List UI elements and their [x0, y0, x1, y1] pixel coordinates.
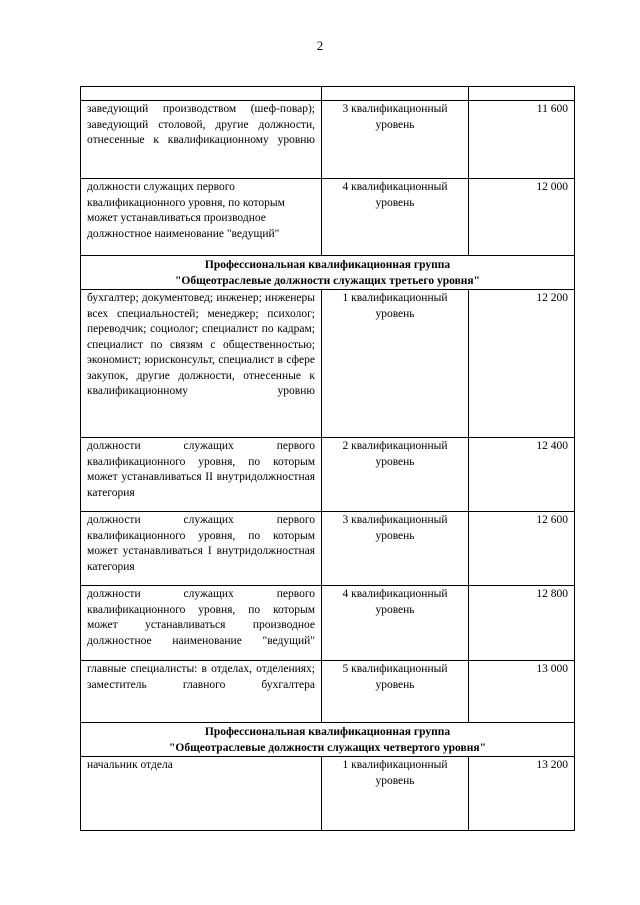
group-header: [81, 723, 575, 757]
group-header-row: [81, 256, 575, 290]
position-text: должности служащих первого квалификационного уровня, по которым может устанавливаться производное должностное наименование "ведущий": [87, 181, 285, 240]
salary-cell: 12 200: [469, 290, 575, 438]
level-cell: [322, 87, 469, 101]
table-row: [81, 661, 575, 723]
group-subtitle: "Общеотраслевые должности служащих третьего уровня": [174, 275, 481, 287]
position-text: заведующий производством (шеф-повар); заведующий столовой, другие должности, отнесенные к квалификационному уровню: [87, 103, 315, 146]
position-text: бухгалтер; документовед; инженер; инженеры всех специальностей; менеджер; психолог; переводчик; социолог; специалист по кадрам; специалист по связям с общественностью; экономист; юрисконсульт, специалист в сфере закупок, другие должности, отнесенные к квалификационному уровню: [87, 292, 315, 397]
position-cell: [81, 290, 322, 438]
salary-cell: 11 600: [469, 101, 575, 179]
salary-cell: [469, 87, 575, 101]
table-row: [81, 438, 575, 512]
position-cell: [81, 101, 322, 179]
level-cell: 5 квалификационный уровень: [322, 661, 469, 723]
level-cell: 4 квалификационный уровень: [322, 586, 469, 661]
position-cell: [81, 438, 322, 512]
table-row-empty: [81, 87, 575, 101]
salary-cell: 12 400: [469, 438, 575, 512]
table-row: [81, 179, 575, 256]
level-cell: 2 квалификационный уровень: [322, 438, 469, 512]
table-row: [81, 290, 575, 438]
position-text: должности служащих первого квалификационного уровня, по которым может устанавливаться производное должностное наименование "ведущий": [87, 588, 315, 647]
group-title: Профессиональная квалификационная группа: [204, 259, 451, 271]
position-cell: [81, 87, 322, 101]
group-subtitle: "Общеотраслевые должности служащих четвертого уровня": [169, 742, 486, 754]
level-cell: 1 квалификационный уровень: [322, 757, 469, 831]
position-cell: [81, 179, 322, 256]
group-header: [81, 256, 575, 290]
position-text: начальник отдела: [87, 759, 173, 771]
salary-cell: 12 600: [469, 512, 575, 586]
salary-table: [80, 86, 575, 831]
salary-cell: 13 200: [469, 757, 575, 831]
level-cell: 4 квалификационный уровень: [322, 179, 469, 256]
level-cell: 1 квалификационный уровень: [322, 290, 469, 438]
level-cell: 3 квалификационный уровень: [322, 101, 469, 179]
group-title: Профессиональная квалификационная группа: [204, 726, 451, 738]
table-row: [81, 757, 575, 831]
position-cell: [81, 586, 322, 661]
position-cell: [81, 661, 322, 723]
position-text: должности служащих первого квалификационного уровня, по которым может устанавливаться II внутридолжностная категория: [87, 440, 315, 499]
salary-cell: 12 800: [469, 586, 575, 661]
table-row: [81, 512, 575, 586]
salary-cell: 13 000: [469, 661, 575, 723]
position-text: главные специалисты: в отделах, отделениях; заместитель главного бухгалтера: [87, 663, 315, 691]
position-text: должности служащих первого квалификационного уровня, по которым может устанавливаться I внутридолжностная категория: [87, 514, 315, 573]
group-header-row: [81, 723, 575, 757]
table-row: [81, 101, 575, 179]
position-cell: [81, 757, 322, 831]
salary-cell: 12 000: [469, 179, 575, 256]
position-cell: [81, 512, 322, 586]
level-cell: 3 квалификационный уровень: [322, 512, 469, 586]
page-number: 2: [316, 38, 324, 53]
table-row: [81, 586, 575, 661]
